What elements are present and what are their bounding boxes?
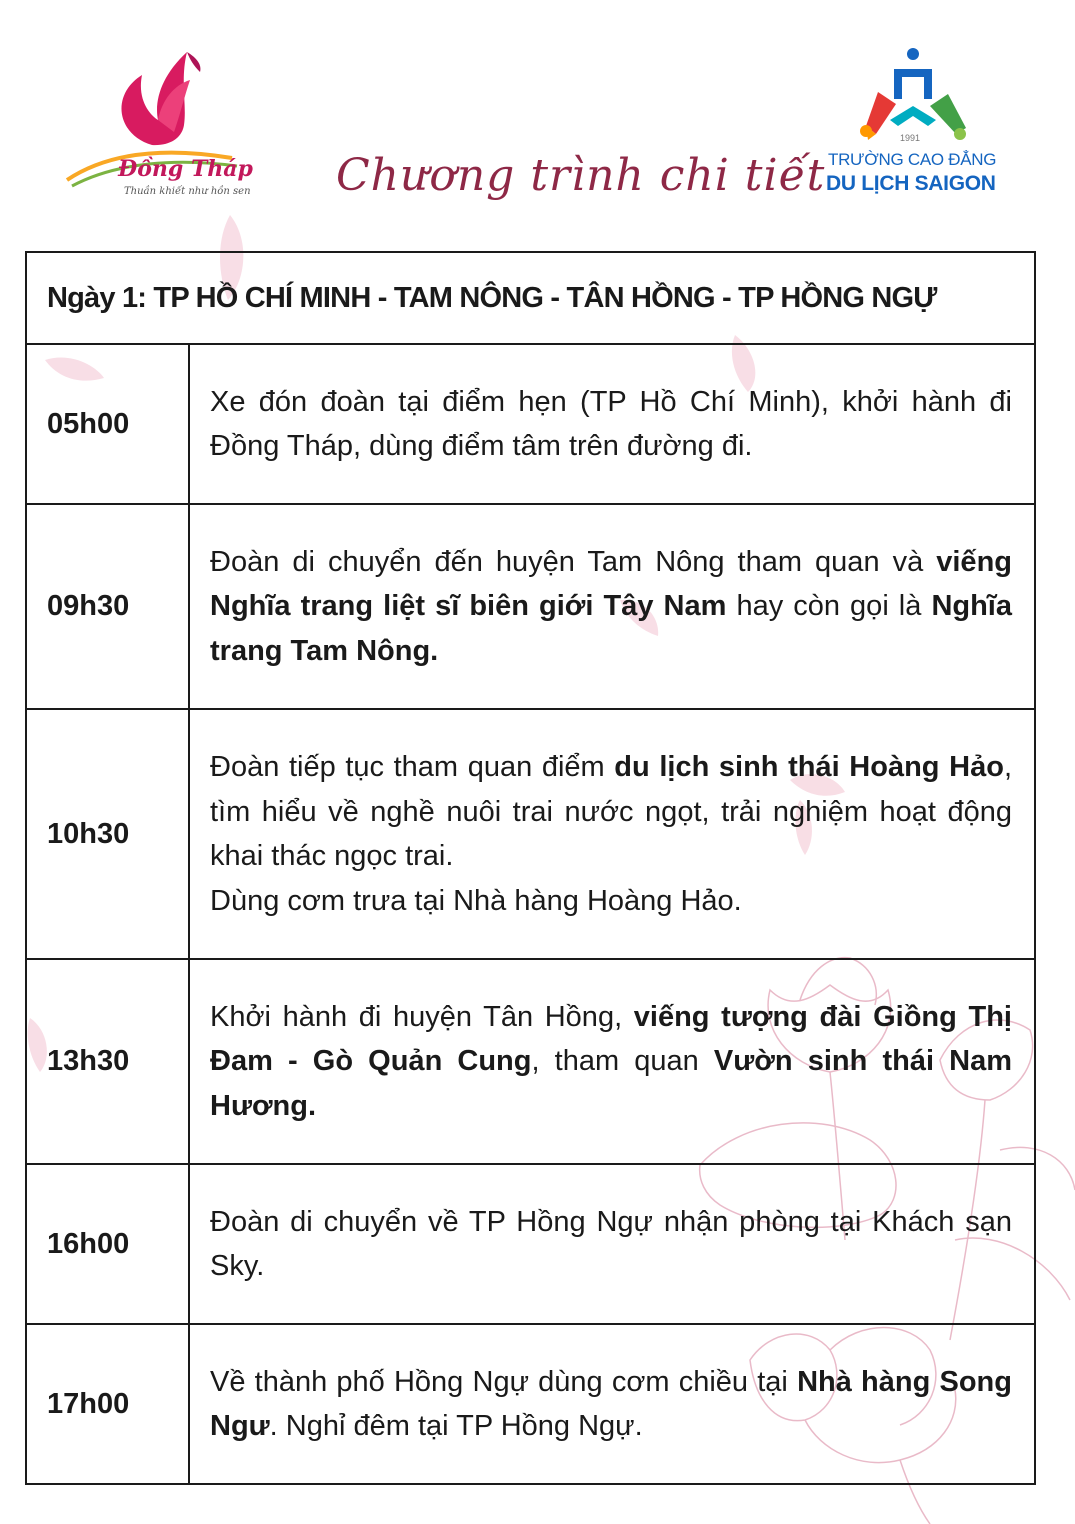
desc-text: Dùng cơm trưa tại Nhà hàng Hoàng Hảo.	[210, 884, 742, 917]
desc-text: . Nghỉ đêm tại TP Hồng Ngự.	[269, 1410, 643, 1442]
desc-text: Đoàn tiếp tục tham quan điểm	[210, 751, 615, 783]
row-description	[189, 1164, 1035, 1324]
page-title: Chương trình chi tiết	[336, 150, 826, 201]
row-description	[189, 504, 1035, 709]
school-emblem-icon	[820, 44, 1010, 144]
dong-thap-slogan: Thuần khiết như hồn sen	[124, 186, 251, 197]
table-row	[26, 1164, 1035, 1324]
desc-text: hay còn gọi là	[726, 590, 932, 623]
row-time: 05h00	[26, 344, 189, 504]
table-row	[26, 504, 1035, 709]
table-row	[26, 709, 1035, 959]
table-row	[26, 1324, 1035, 1484]
row-description	[189, 709, 1035, 959]
desc-text: , tham quan	[531, 1045, 714, 1078]
desc-text: , tìm hiểu về nghề nuôi trai nước ngọt, trải nghiệm hoạt động khai thác ngọc trai.	[210, 751, 1012, 872]
desc-text: Đoàn di chuyển về TP Hồng Ngự nhận phòng tại Khách sạn Sky.	[210, 1205, 1012, 1282]
school-founding-year: 1991	[900, 133, 921, 143]
desc-text: Xe đón đoàn tại điểm hẹn (TP Hồ Chí Minh), khởi hành đi Đồng Tháp, dùng điểm tâm trên đường đi.	[210, 385, 1012, 462]
dong-thap-logo	[62, 40, 262, 210]
day-title: Ngày 1: TP HỒ CHÍ MINH - TAM NÔNG - TÂN HỒNG - TP HỒNG NGỰ	[26, 252, 1035, 344]
row-time: 10h30	[26, 709, 189, 959]
lotus-flame-icon	[62, 40, 262, 210]
desc-highlight: Nhà hàng Song Ngư	[210, 1365, 1012, 1442]
day-header-row	[26, 252, 1035, 344]
table-row	[26, 959, 1035, 1164]
row-time: 17h00	[26, 1324, 189, 1484]
desc-highlight: Nghĩa trang Tam Nông.	[210, 590, 1012, 667]
desc-highlight: viếng Nghĩa trang liệt sĩ biên giới Tây Nam	[210, 545, 1012, 623]
school-logo	[820, 44, 1010, 204]
dong-thap-brand: Đồng Tháp	[118, 156, 253, 182]
row-time: 09h30	[26, 504, 189, 709]
desc-highlight: Vườn sinh thái Nam Hương.	[210, 1045, 1013, 1122]
row-description	[189, 959, 1035, 1164]
desc-highlight: du lịch sinh thái Hoàng Hảo	[614, 751, 1004, 783]
row-description	[189, 344, 1035, 504]
row-time: 16h00	[26, 1164, 189, 1324]
desc-text: Về thành phố Hồng Ngự dùng cơm chiều tại	[210, 1365, 798, 1398]
row-time: 13h30	[26, 959, 189, 1164]
desc-text: Đoàn di chuyển đến huyện Tam Nông tham quan và	[210, 545, 937, 578]
desc-text: Khởi hành đi huyện Tân Hồng,	[210, 1000, 634, 1033]
table-row	[26, 344, 1035, 504]
school-name-line1: TRƯỜNG CAO ĐẲNG	[828, 150, 997, 169]
desc-highlight: viếng tượng đài Giồng Thị Đam - Gò Quản Cung	[210, 1000, 1012, 1078]
schedule-table	[25, 251, 1036, 1485]
row-description	[189, 1324, 1035, 1484]
school-name-line2: DU LỊCH SAIGON	[826, 172, 996, 195]
